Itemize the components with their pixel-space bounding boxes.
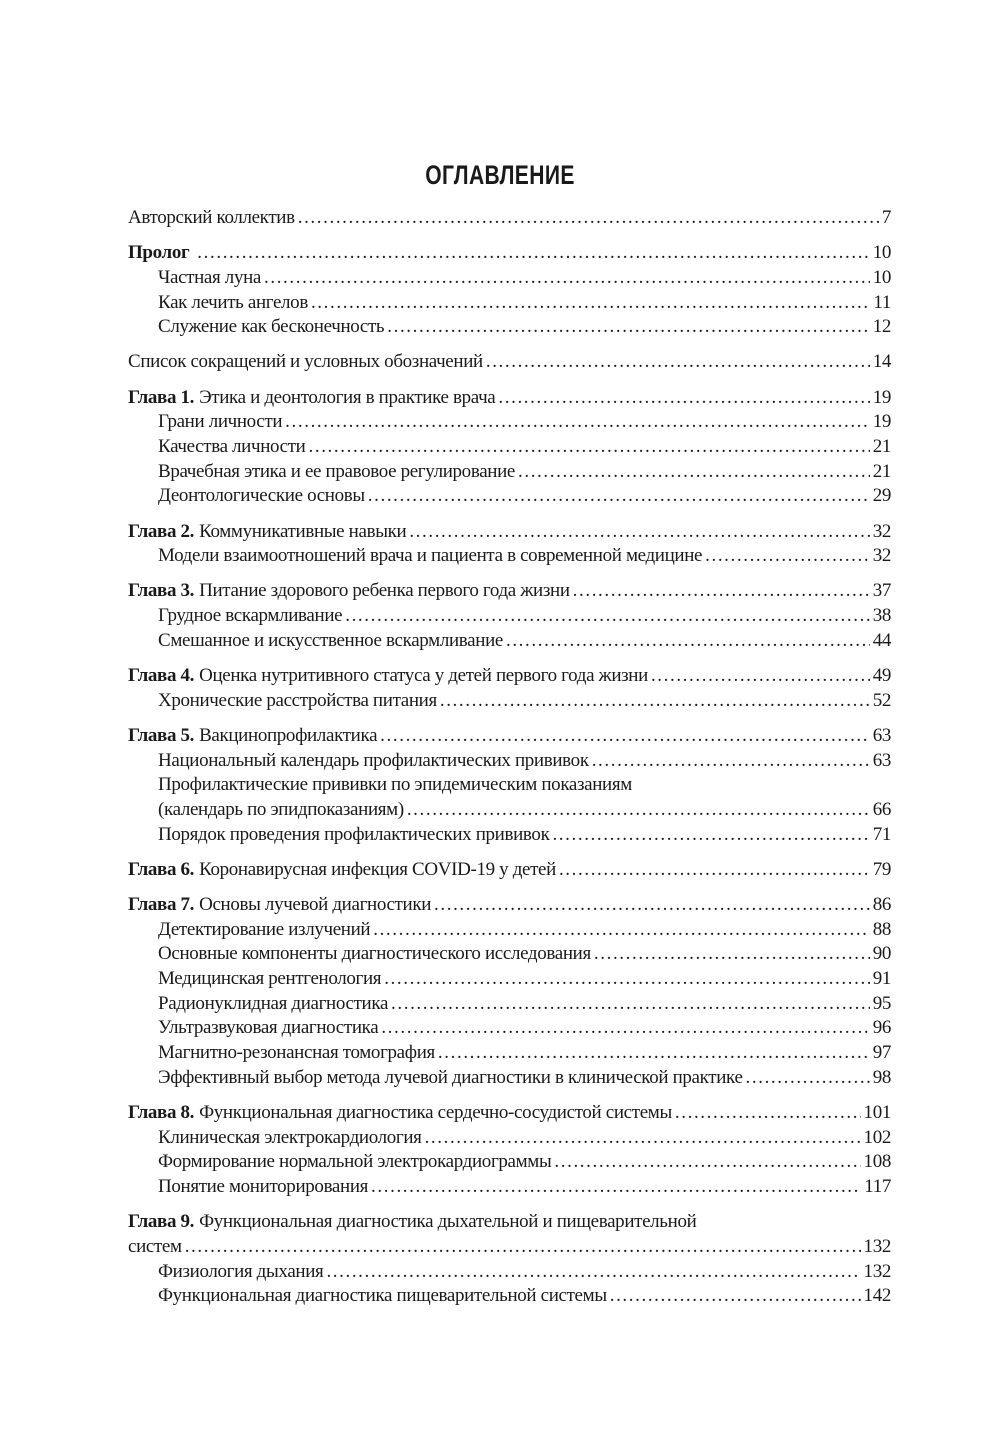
dot-leader (409, 520, 869, 545)
entry-title: Основные компоненты диагностического исследования (158, 943, 591, 965)
dot-leader (326, 1260, 860, 1285)
dot-leader (368, 484, 870, 509)
page-number: 52 (872, 689, 891, 711)
dot-leader (746, 1066, 870, 1091)
dot-leader (311, 291, 870, 316)
toc-entry[interactable] (128, 918, 891, 943)
entry-title: Деонтологические основы (158, 485, 365, 507)
chapter-number: Глава 1. (128, 386, 195, 408)
table-of-contents (128, 206, 891, 1309)
page-number: 66 (872, 798, 891, 820)
page-number: 79 (872, 858, 891, 880)
dot-leader (552, 823, 869, 848)
page-number: 132 (863, 1260, 891, 1282)
entry-title: Функциональная диагностика пищеварительной системы (158, 1285, 607, 1307)
entry-title: Качества личности (158, 436, 306, 457)
page-number: 97 (872, 1042, 891, 1064)
toc-group (128, 350, 891, 375)
toc-group (128, 1101, 891, 1200)
toc-group (128, 858, 891, 883)
chapter-number: Глава 6. (128, 858, 195, 880)
entry-title: Как лечить ангелов (158, 291, 308, 313)
page-number: 102 (863, 1126, 891, 1148)
page-number: 19 (872, 386, 891, 408)
page-number: 29 (872, 485, 891, 507)
entry-title: Клиническая электрокардиология (158, 1126, 422, 1148)
chapter-number: Глава 9. (128, 1211, 195, 1233)
entry-title: Понятие мониторирования (158, 1176, 369, 1198)
page-number: 32 (872, 545, 891, 567)
entry-title: Питание здорового ребенка первого года жизни (199, 580, 570, 602)
toc-entry-line[interactable] (128, 773, 891, 798)
dot-leader (506, 629, 870, 654)
toc-entry[interactable] (128, 315, 891, 340)
toc-entry[interactable] (128, 241, 891, 266)
dot-leader (387, 315, 869, 340)
toc-entry[interactable] (128, 1284, 891, 1309)
entry-title: Детектирование излучений (158, 918, 371, 940)
toc-entry[interactable] (128, 520, 891, 545)
dot-leader (434, 893, 870, 918)
entry-title: Медицинская рентгенология (158, 968, 382, 990)
dot-leader (309, 435, 870, 460)
toc-entry[interactable] (128, 604, 891, 629)
page-number: 71 (872, 823, 891, 845)
chapter-number: Глава 5. (128, 724, 195, 746)
dot-leader (554, 1150, 860, 1175)
entry-title: Вакцинопрофилактика (199, 724, 378, 746)
dot-leader (185, 1235, 861, 1260)
entry-title: Список сокращений и условных обозначений (128, 351, 483, 373)
toc-entry[interactable] (128, 579, 891, 604)
page-number: 108 (863, 1151, 891, 1173)
page-number: 88 (872, 918, 891, 940)
toc-entry[interactable] (128, 1126, 891, 1151)
entry-title: Профилактические прививки по эпидемическим показаниям (158, 774, 632, 796)
toc-entry[interactable] (128, 798, 891, 823)
entry-title-cont: систем (128, 1235, 182, 1257)
entry-title: Авторский коллектив (128, 207, 295, 228)
page-number: 91 (872, 968, 891, 990)
toc-entry[interactable] (128, 992, 891, 1017)
toc-entry[interactable] (128, 1066, 891, 1091)
toc-entry[interactable] (128, 410, 891, 435)
page-number: 101 (863, 1102, 891, 1123)
entry-title: Служение как бесконечность (158, 316, 385, 338)
toc-entry[interactable] (128, 942, 891, 967)
page-number: 11 (873, 291, 891, 313)
entry-title: Коммуникативные навыки (199, 520, 407, 542)
toc-entry[interactable] (128, 484, 891, 509)
dot-leader (285, 410, 870, 435)
dot-leader (440, 689, 870, 714)
entry-title: Национальный календарь профилактических прививок (158, 749, 589, 771)
toc-entry[interactable] (128, 749, 891, 774)
toc-entry[interactable] (128, 1016, 891, 1041)
dot-leader (197, 241, 869, 266)
toc-entry[interactable] (128, 893, 891, 918)
entry-title: Порядок проведения профилактических прививок (158, 823, 550, 845)
entry-title: Основы лучевой диагностики (199, 894, 432, 915)
page-number: 63 (872, 749, 891, 771)
entry-title: Хронические расстройства питания (158, 689, 437, 711)
toc-entry[interactable] (128, 1260, 891, 1285)
entry-title: Грудное вскармливание (158, 605, 343, 627)
chapter-number: Глава 4. (128, 665, 195, 686)
page-number: 117 (864, 1176, 891, 1198)
dot-leader (486, 350, 870, 375)
dot-leader (380, 724, 870, 749)
toc-group (128, 724, 891, 847)
entry-title: Модели взаимоотношений врача и пациента в современной медицине (158, 545, 703, 567)
page-number: 37 (872, 580, 891, 602)
toc-group (128, 1210, 891, 1309)
page-number: 90 (872, 943, 891, 965)
toc-entry[interactable] (128, 291, 891, 316)
chapter-number: Глава 2. (128, 520, 195, 542)
page-number: 49 (872, 665, 891, 686)
dot-leader (298, 206, 879, 231)
toc-entry[interactable] (128, 689, 891, 714)
entry-title: Функциональная диагностика дыхательной и пищеварительной (199, 1211, 697, 1233)
page-number: 96 (872, 1017, 891, 1039)
toc-entry[interactable] (128, 266, 891, 291)
page-number: 98 (872, 1066, 891, 1088)
entry-title: Функциональная диагностика сердечно-сосудистой системы (199, 1102, 672, 1123)
page-title: ОГЛАВЛЕНИЕ (425, 160, 575, 190)
entry-title: Этика и деонтология в практике врача (199, 386, 496, 408)
dot-leader (651, 664, 870, 689)
dot-leader (518, 460, 870, 485)
toc-group (128, 386, 891, 509)
toc-entry[interactable] (128, 1175, 891, 1200)
dot-leader (498, 386, 869, 411)
page-number: 32 (872, 520, 891, 542)
page-number: 44 (872, 629, 891, 651)
entry-title: Радионуклидная диагностика (158, 992, 389, 1014)
page-number: 7 (881, 207, 891, 228)
page-number: 142 (863, 1285, 891, 1307)
dot-leader (675, 1101, 861, 1126)
page-number: 21 (872, 436, 891, 457)
toc-entry[interactable] (128, 823, 891, 848)
dot-leader (610, 1284, 861, 1309)
toc-entry[interactable] (128, 629, 891, 654)
entry-title: Формирование нормальной электрокардиограммы (158, 1151, 552, 1173)
dot-leader (384, 967, 869, 992)
dot-leader (594, 942, 870, 967)
toc-group (128, 893, 891, 1091)
entry-title: Физиология дыхания (158, 1260, 324, 1282)
dot-leader (559, 858, 870, 883)
dot-leader (345, 604, 869, 629)
entry-title: Оценка нутритивного статуса у детей первого года жизни (199, 665, 648, 686)
page-number: 12 (872, 316, 891, 338)
dot-leader (373, 918, 869, 943)
dot-leader (407, 798, 870, 823)
toc-entry[interactable] (128, 350, 891, 375)
page-number: 19 (872, 411, 891, 433)
dot-leader (573, 579, 870, 604)
toc-entry[interactable] (128, 544, 891, 569)
page-number: 14 (872, 351, 891, 373)
toc-entry[interactable] (128, 1041, 891, 1066)
entry-title: Грани личности (158, 411, 283, 433)
dot-leader (371, 1175, 861, 1200)
entry-title: Магнитно-резонансная томография (158, 1042, 435, 1064)
dot-leader (592, 749, 870, 774)
toc-entry[interactable] (128, 386, 891, 411)
page-number: 10 (872, 242, 891, 264)
entry-title-cont: (календарь по эпидпоказаниям) (158, 798, 404, 820)
entry-title: Врачебная этика и ее правовое регулирование (158, 460, 515, 482)
chapter-number: Пролог (128, 242, 190, 264)
page-number: 38 (872, 605, 891, 627)
dot-leader (425, 1126, 861, 1151)
dot-leader (705, 544, 870, 569)
dot-leader (264, 266, 870, 291)
toc-group (128, 206, 891, 231)
page-number: 21 (872, 460, 891, 482)
toc-entry-line[interactable] (128, 1210, 891, 1235)
toc-entry[interactable] (128, 724, 891, 749)
toc-entry[interactable] (128, 206, 891, 231)
chapter-number: Глава 7. (128, 894, 195, 915)
page-number: 132 (863, 1235, 891, 1257)
toc-entry[interactable] (128, 1101, 891, 1126)
entry-title: Смешанное и искусственное вскармливание (158, 629, 503, 651)
entry-title: Частная луна (158, 266, 261, 288)
toc-group (128, 520, 891, 569)
entry-title: Эффективный выбор метода лучевой диагностики в клинической практике (158, 1066, 743, 1088)
page-number: 86 (872, 894, 891, 915)
toc-entry[interactable] (128, 460, 891, 485)
entry-title: Коронавирусная инфекция COVID-19 у детей (199, 858, 556, 880)
dot-leader (391, 992, 870, 1017)
toc-group (128, 579, 891, 653)
toc-entry[interactable] (128, 664, 891, 689)
page-number: 63 (872, 724, 891, 746)
entry-title: Ультразвуковая диагностика (158, 1017, 379, 1039)
toc-entry[interactable] (128, 858, 891, 883)
dot-leader (438, 1041, 870, 1066)
toc-group (128, 241, 891, 340)
toc-entry[interactable] (128, 435, 891, 460)
toc-entry[interactable] (128, 1150, 891, 1175)
toc-group (128, 664, 891, 713)
toc-entry[interactable] (128, 1235, 891, 1260)
toc-entry[interactable] (128, 967, 891, 992)
page-number: 95 (872, 992, 891, 1014)
page-number: 10 (872, 266, 891, 288)
chapter-number: Глава 3. (128, 580, 195, 602)
dot-leader (381, 1016, 869, 1041)
chapter-number: Глава 8. (128, 1102, 195, 1123)
